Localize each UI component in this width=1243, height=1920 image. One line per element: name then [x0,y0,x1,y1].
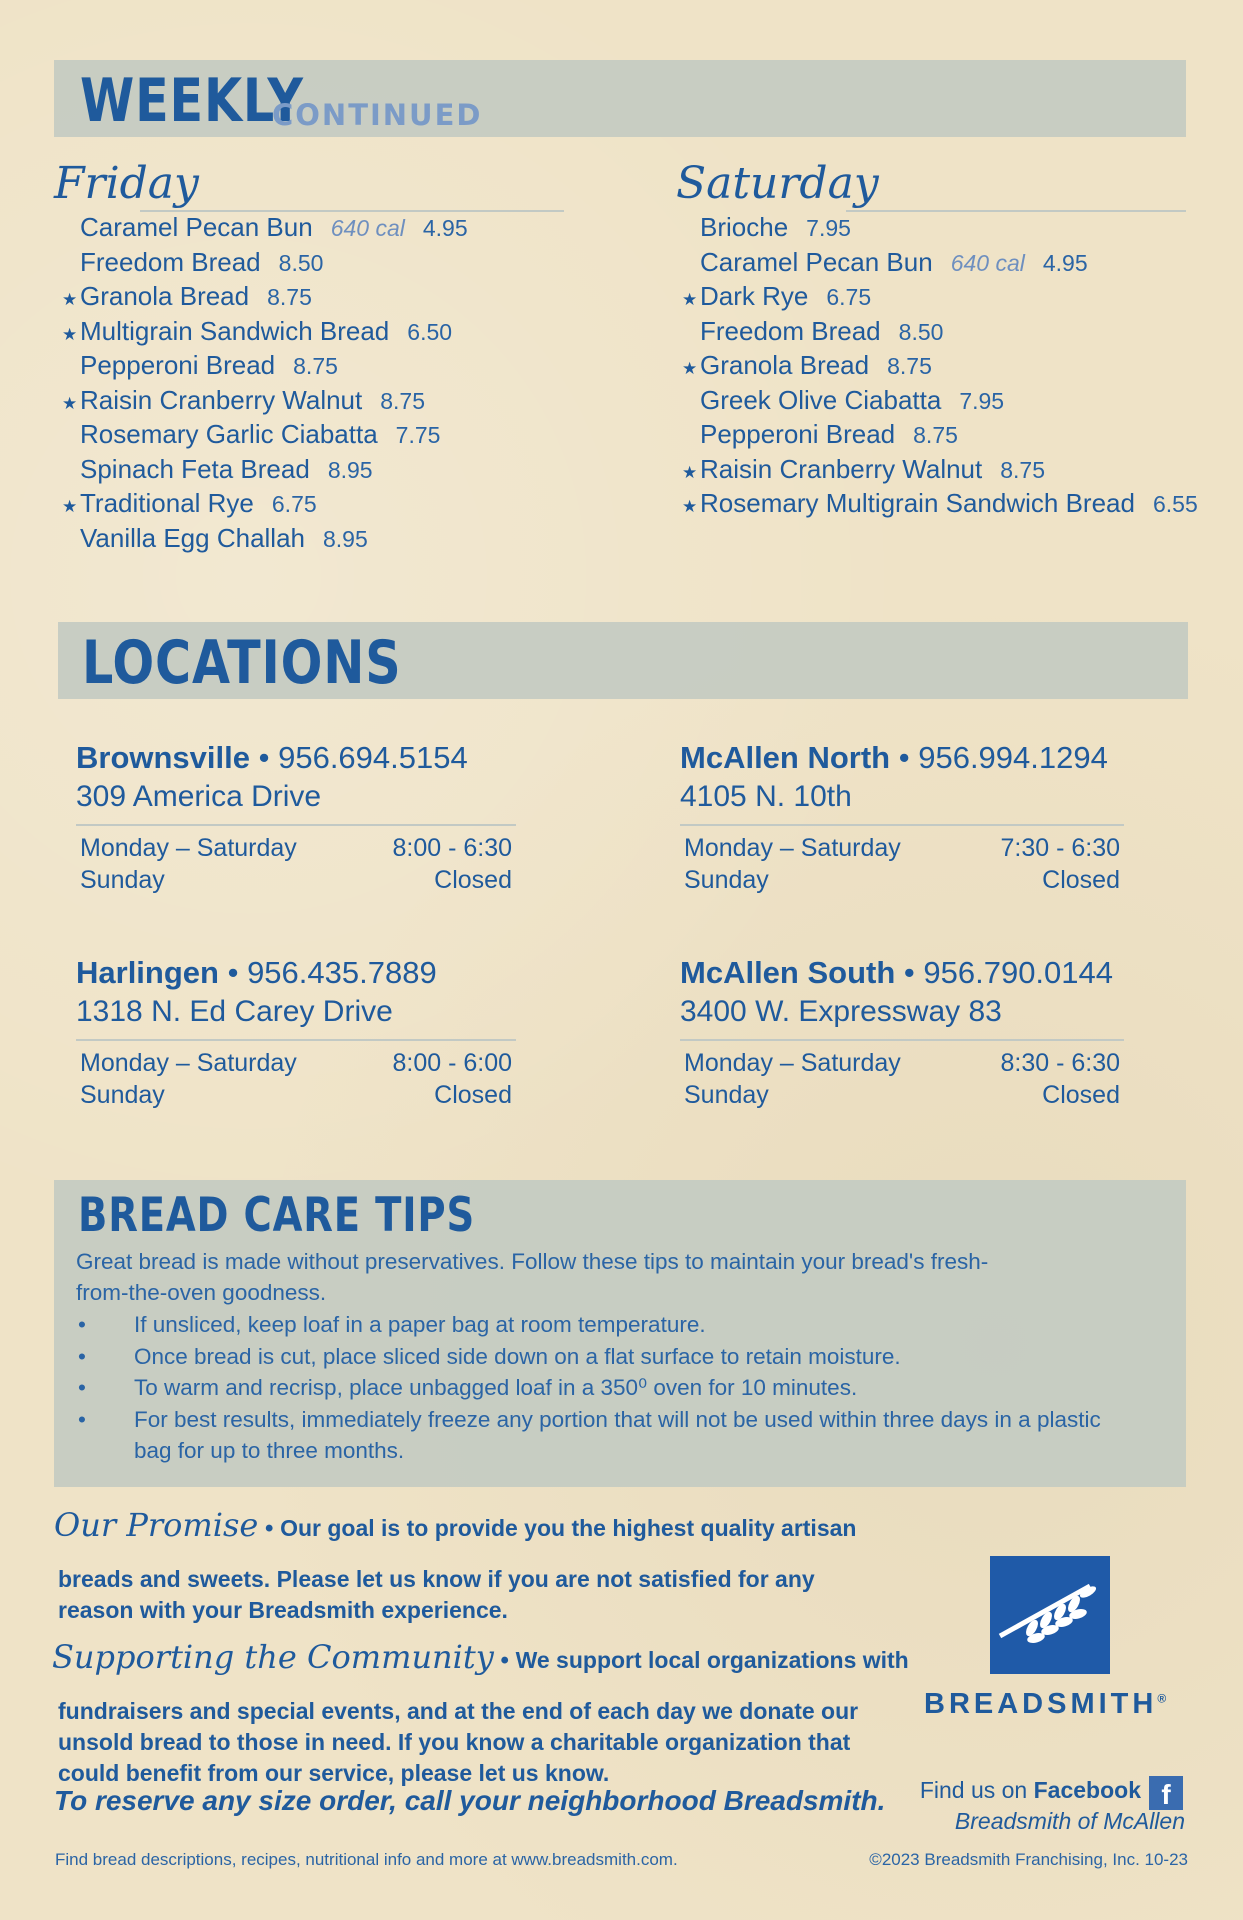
hours-time: Closed [1042,1081,1120,1109]
promise-separator: • [258,1515,281,1542]
promise-heading-line [54,1506,856,1544]
menu-item [682,247,1198,282]
location-separator: • [250,740,279,775]
brand-text: BREADSMITH [924,1688,1158,1720]
menu-item [62,419,468,454]
menu-item-name: Multigrain Sandwich Bread [80,315,390,346]
facebook-page-name[interactable]: Breadsmith of McAllen [954,1808,1185,1834]
hours-time: 8:00 - 6:00 [392,1049,512,1077]
hours-time: 8:30 - 6:30 [1000,1049,1120,1077]
menu-item-calories: 640 cal [950,249,1025,276]
menu-item-name: Raisin Cranberry Walnut [80,384,363,415]
location-address: 1318 N. Ed Carey Drive [76,995,393,1028]
menu-item [62,316,468,351]
menu-item [62,212,468,247]
location-city: McAllen North [680,740,891,775]
community-heading-line [52,1638,909,1676]
menu-item-price: 8.75 [380,387,426,414]
location-separator: • [890,740,919,775]
menu-item-name: Vanilla Egg Challah [80,522,305,553]
menu-item-price: 4.95 [422,215,468,241]
menu-item [682,212,1198,247]
hours-days: Monday – Saturday [684,1049,901,1077]
menu-item-price: 8.75 [1000,456,1046,483]
location-rule [680,1039,1124,1041]
menu-item-name: Spinach Feta Bread [80,453,310,484]
menu-item-name: Pepperoni Bread [80,350,276,380]
tip-text: For best results, immediately freeze any portion that will not be used within three days in a plastic bag for up to three months. [134,1406,1101,1463]
menu-item [682,488,1198,523]
menu-item-price: 6.75 [826,284,872,310]
promise-heading: Our Promise [54,1506,259,1544]
location-separator: • [218,955,248,990]
menu-item [682,316,1198,351]
menu-item-price: 8.50 [278,249,324,276]
menu-item [62,350,468,385]
hours-row [76,1047,516,1079]
menu-item-name: Brioche [700,212,789,242]
location-mcallen-north [680,740,1124,896]
facebook-prefix: Find us on [919,1777,1034,1803]
location-separator: • [895,955,924,990]
star-icon: ★ [62,324,78,344]
menu-item-name: Freedom Bread [80,246,261,277]
hours-row [76,832,516,864]
menu-item [62,523,468,558]
tip-item [76,1372,1136,1404]
location-rule [76,824,516,826]
menu-item-calories: 640 cal [330,215,405,241]
menu-item-price: 8.75 [293,353,338,379]
star-icon: ★ [62,393,78,413]
menu-item [682,419,1198,454]
location-phone[interactable]: 956.994.1294 [918,740,1108,775]
location-address: 3400 W. Expressway 83 [680,995,1002,1028]
menu-item-name: Pepperoni Bread [700,419,896,449]
hours-time: Closed [434,866,512,894]
menu-item-price: 8.75 [913,422,958,448]
menu-item-name: Rosemary Multigrain Sandwich Bread [700,488,1135,518]
location-rule [680,824,1124,826]
location-harlingen [76,955,516,1111]
location-heading [680,955,1124,991]
star-icon: ★ [682,359,698,378]
hours-days: Sunday [80,866,165,894]
menu-item [62,454,468,489]
location-heading [680,740,1124,776]
location-phone[interactable]: 956.435.7889 [247,955,437,990]
friday-heading: Friday [54,158,199,209]
menu-item [62,281,468,316]
menu-item [62,488,468,523]
tip-bullet: • [78,1375,86,1400]
facebook-network[interactable]: Facebook [1033,1777,1141,1803]
menu-item-price: 8.75 [887,353,932,379]
menu-item-price: 6.50 [407,318,453,345]
friday-menu-list [62,212,468,557]
saturday-heading: Saturday [676,158,879,209]
star-icon: ★ [62,497,78,516]
star-icon: ★ [682,497,698,516]
tips-title: BREAD CARE TIPS [78,1188,476,1243]
weekly-title: WEEKLY [80,66,304,136]
tip-text: To warm and recrisp, place unbagged loaf in a 350⁰ oven for 10 minutes. [134,1375,858,1400]
hours-days: Sunday [684,1081,769,1109]
tip-text: Once bread is cut, place sliced side down on a flat surface to retain moisture. [134,1343,901,1369]
location-brownsville [76,740,516,896]
menu-item-name: Traditional Rye [80,488,254,518]
menu-item-price: 8.95 [323,525,368,552]
hours-time: 8:00 - 6:30 [392,834,512,862]
menu-item [682,281,1198,316]
menu-item-name: Caramel Pecan Bun [80,212,313,242]
menu-item-name: Caramel Pecan Bun [700,246,933,277]
community-first-line: We support local organizations with [515,1647,909,1673]
community-body: fundraisers and special events, and at the end of each day we donate our unsold bread to those in need. If you know a charitable organization that could benefit from our service, please let us know. [58,1698,859,1786]
menu-item-name: Granola Bread [700,350,870,380]
location-address: 309 America Drive [76,780,322,813]
menu-item-name: Rosemary Garlic Ciabatta [80,419,378,449]
hours-time: Closed [434,1081,512,1109]
location-city: Harlingen [76,955,219,990]
hours-row [76,864,516,896]
hours-days: Sunday [684,866,769,894]
menu-item-name: Dark Rye [700,281,809,311]
wheat-icon [990,1556,1110,1674]
menu-item-price: 6.55 [1152,491,1198,517]
promise-first-line: Our goal is to provide you the highest quality artisan [280,1515,857,1541]
tip-item [76,1404,1134,1467]
hours-days: Monday – Saturday [80,834,297,862]
menu-item-price: 7.95 [806,215,851,241]
hours-row [76,1079,516,1111]
footer-website-note: Find bread descriptions, recipes, nutritional info and more at www.breadsmith.com. [55,1850,678,1869]
hours-row [680,1079,1124,1111]
location-city: Brownsville [76,740,250,775]
location-rule [76,1039,516,1041]
menu-item-price: 8.95 [327,456,373,483]
menu-item [62,247,468,282]
promise-body: breads and sweets. Please let us know if you are not satisfied for any reason with your Breadsmith experience. [58,1566,815,1623]
saturday-menu-list [682,212,1198,523]
tip-item [76,1309,1136,1341]
community-separator: • [493,1647,516,1674]
reserve-message: To reserve any size order, call your neighborhood Breadsmith. [54,1785,886,1816]
hours-row [680,832,1124,864]
tip-item [76,1341,1136,1373]
tips-list [76,1309,1136,1467]
menu-item-price: 7.95 [959,387,1005,414]
hours-days: Sunday [80,1081,165,1109]
star-icon: ★ [682,290,698,309]
menu-item-price: 4.95 [1042,249,1088,276]
menu-item [682,454,1198,489]
location-heading [76,955,516,991]
facebook-icon[interactable]: f [1149,1776,1183,1810]
weekly-subtitle: CONTINUED [272,98,483,132]
community-heading: Supporting the Community [52,1638,494,1676]
brand-reg: ® [1157,1691,1167,1706]
menu-item [682,385,1198,420]
hours-time: Closed [1042,866,1120,894]
hours-days: Monday – Saturday [80,1049,297,1077]
brand-name [924,1688,1166,1721]
menu-item-price: 7.75 [395,422,441,448]
locations-title: LOCATIONS [82,628,402,698]
location-phone[interactable]: 956.694.5154 [278,740,468,775]
menu-item-price: 8.50 [898,318,944,345]
hours-row [680,864,1124,896]
location-heading [76,740,516,776]
tip-bullet: • [78,1406,86,1432]
tip-bullet: • [78,1343,86,1369]
hours-row [680,1047,1124,1079]
menu-item-name: Greek Olive Ciabatta [700,384,942,415]
menu-item-name: Raisin Cranberry Walnut [700,453,983,484]
location-city: McAllen South [680,955,896,990]
star-icon: ★ [62,290,78,309]
location-mcallen-south [680,955,1124,1111]
menu-item [682,350,1198,385]
hours-time: 7:30 - 6:30 [1000,834,1120,862]
star-icon: ★ [682,462,698,482]
location-address: 4105 N. 10th [680,780,852,813]
menu-item [62,385,468,420]
facebook-line[interactable] [920,1776,1183,1810]
menu-item-price: 8.75 [267,284,312,310]
tips-intro: Great bread is made without preservatives. Follow these tips to maintain your bread's fresh-from-the-oven goodness. [76,1249,989,1305]
menu-item-price: 6.75 [271,491,317,517]
footer-copyright: ©2023 Breadsmith Franchising, Inc. 10-23 [869,1850,1188,1869]
location-phone[interactable]: 956.790.0144 [923,955,1114,990]
menu-item-name: Granola Bread [80,281,250,311]
tip-text: If unsliced, keep loaf in a paper bag at room temperature. [134,1312,706,1337]
menu-item-name: Freedom Bread [700,315,881,346]
tip-bullet: • [78,1312,86,1337]
hours-days: Monday – Saturday [684,834,901,862]
